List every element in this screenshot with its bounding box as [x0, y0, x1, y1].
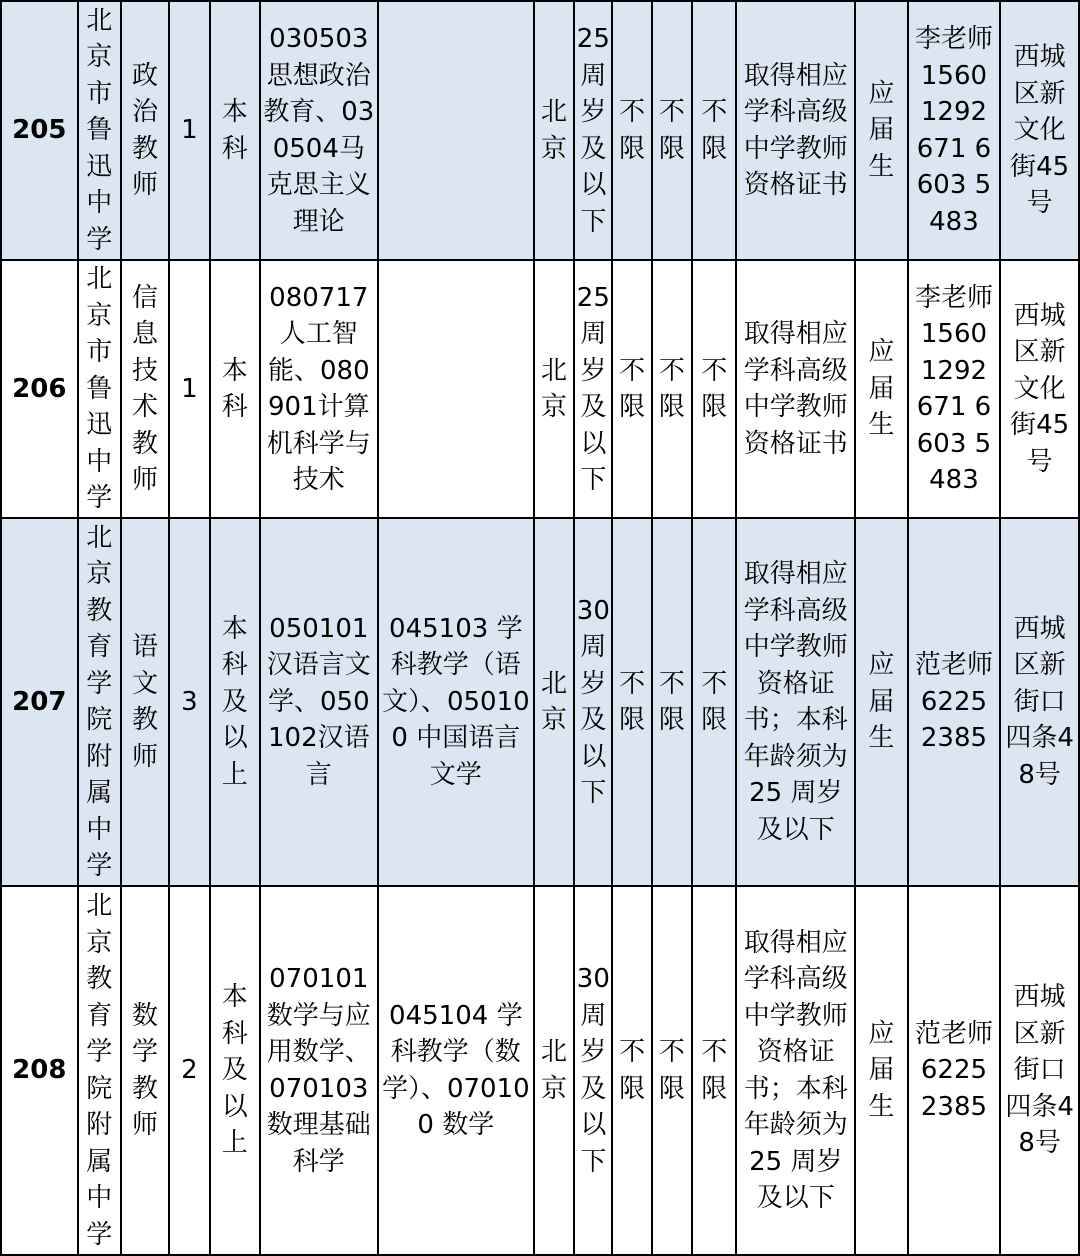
education-cell: 本科	[210, 1, 260, 260]
row-id: 208	[1, 886, 78, 1255]
contact-cell: 李老师 1560 1292 671 6603 5483	[908, 1, 1001, 260]
count-cell: 1	[169, 260, 209, 518]
age-cell: 25周岁及以下	[574, 260, 612, 518]
requirement-cell: 不限	[652, 518, 692, 886]
table-row	[1, 886, 1079, 1255]
table-row	[1, 518, 1079, 886]
education-cell: 本科及以上	[210, 886, 260, 1255]
contact-cell: 李老师 1560 1292 671 6603 5483	[908, 260, 1001, 518]
age-cell: 30周岁及以下	[574, 886, 612, 1255]
other-requirement-cell: 取得相应学科高级中学教师资格证书；本科年龄须为 25 周岁及以下	[736, 886, 855, 1255]
undergrad-major-cell: 080717人工智能、080901计算机科学与技术	[260, 260, 378, 518]
school-cell: 北京教育学院附属中学	[78, 518, 121, 886]
row-id: 207	[1, 518, 78, 886]
school-cell: 北京市鲁迅中学	[78, 260, 121, 518]
other-requirement-cell: 取得相应学科高级中学教师资格证书；本科年龄须为 25 周岁及以下	[736, 518, 855, 886]
table-row	[1, 1, 1079, 260]
contact-cell: 范老师 6225 2385	[908, 518, 1001, 886]
row-id: 206	[1, 260, 78, 518]
position-cell: 信息技术教师	[121, 260, 169, 518]
grad-major-cell: 045104 学科教学（数学）、070100 数学	[378, 886, 534, 1255]
count-cell: 3	[169, 518, 209, 886]
school-cell: 北京教育学院附属中学	[78, 886, 121, 1255]
requirement-cell: 不限	[652, 886, 692, 1255]
position-cell: 语文教师	[121, 518, 169, 886]
other-requirement-cell: 取得相应学科高级中学教师资格证书	[736, 260, 855, 518]
age-cell: 30周岁及以下	[574, 518, 612, 886]
grad-major-cell: 045103 学科教学（语文）、050100 中国语言文学	[378, 518, 534, 886]
count-cell: 2	[169, 886, 209, 1255]
table-row	[1, 260, 1079, 518]
education-cell: 本科及以上	[210, 518, 260, 886]
location-cell: 北京	[534, 518, 574, 886]
undergrad-major-cell: 050101汉语言文学、050102汉语言	[260, 518, 378, 886]
other-requirement-cell: 取得相应学科高级中学教师资格证书	[736, 1, 855, 260]
grad-major-cell	[378, 1, 534, 260]
position-cell: 政治教师	[121, 1, 169, 260]
requirement-cell: 不限	[612, 518, 651, 886]
address-cell: 西城区新文化街45号	[1000, 1, 1079, 260]
education-cell: 本科	[210, 260, 260, 518]
undergrad-major-cell: 070101数学与应用数学、070103数理基础科学	[260, 886, 378, 1255]
age-cell: 25周岁及以下	[574, 1, 612, 260]
source-cell: 应届生	[855, 260, 907, 518]
source-cell: 应届生	[855, 1, 907, 260]
position-cell: 数学教师	[121, 886, 169, 1255]
requirement-cell: 不限	[652, 260, 692, 518]
undergrad-major-cell: 030503思想政治教育、030504马克思主义理论	[260, 1, 378, 260]
count-cell: 1	[169, 1, 209, 260]
requirement-cell: 不限	[692, 1, 736, 260]
requirement-cell: 不限	[612, 886, 651, 1255]
location-cell: 北京	[534, 1, 574, 260]
requirement-cell: 不限	[692, 260, 736, 518]
requirement-cell: 不限	[612, 1, 651, 260]
contact-cell: 范老师 6225 2385	[908, 886, 1001, 1255]
requirement-cell: 不限	[612, 260, 651, 518]
source-cell: 应届生	[855, 886, 907, 1255]
address-cell: 西城区新文化街45号	[1000, 260, 1079, 518]
source-cell: 应届生	[855, 518, 907, 886]
school-cell: 北京市鲁迅中学	[78, 1, 121, 260]
address-cell: 西城区新街口四条48号	[1000, 518, 1079, 886]
location-cell: 北京	[534, 886, 574, 1255]
location-cell: 北京	[534, 260, 574, 518]
row-id: 205	[1, 1, 78, 260]
requirement-cell: 不限	[652, 1, 692, 260]
requirement-cell: 不限	[692, 886, 736, 1255]
requirement-cell: 不限	[692, 518, 736, 886]
address-cell: 西城区新街口四条48号	[1000, 886, 1079, 1255]
grad-major-cell	[378, 260, 534, 518]
